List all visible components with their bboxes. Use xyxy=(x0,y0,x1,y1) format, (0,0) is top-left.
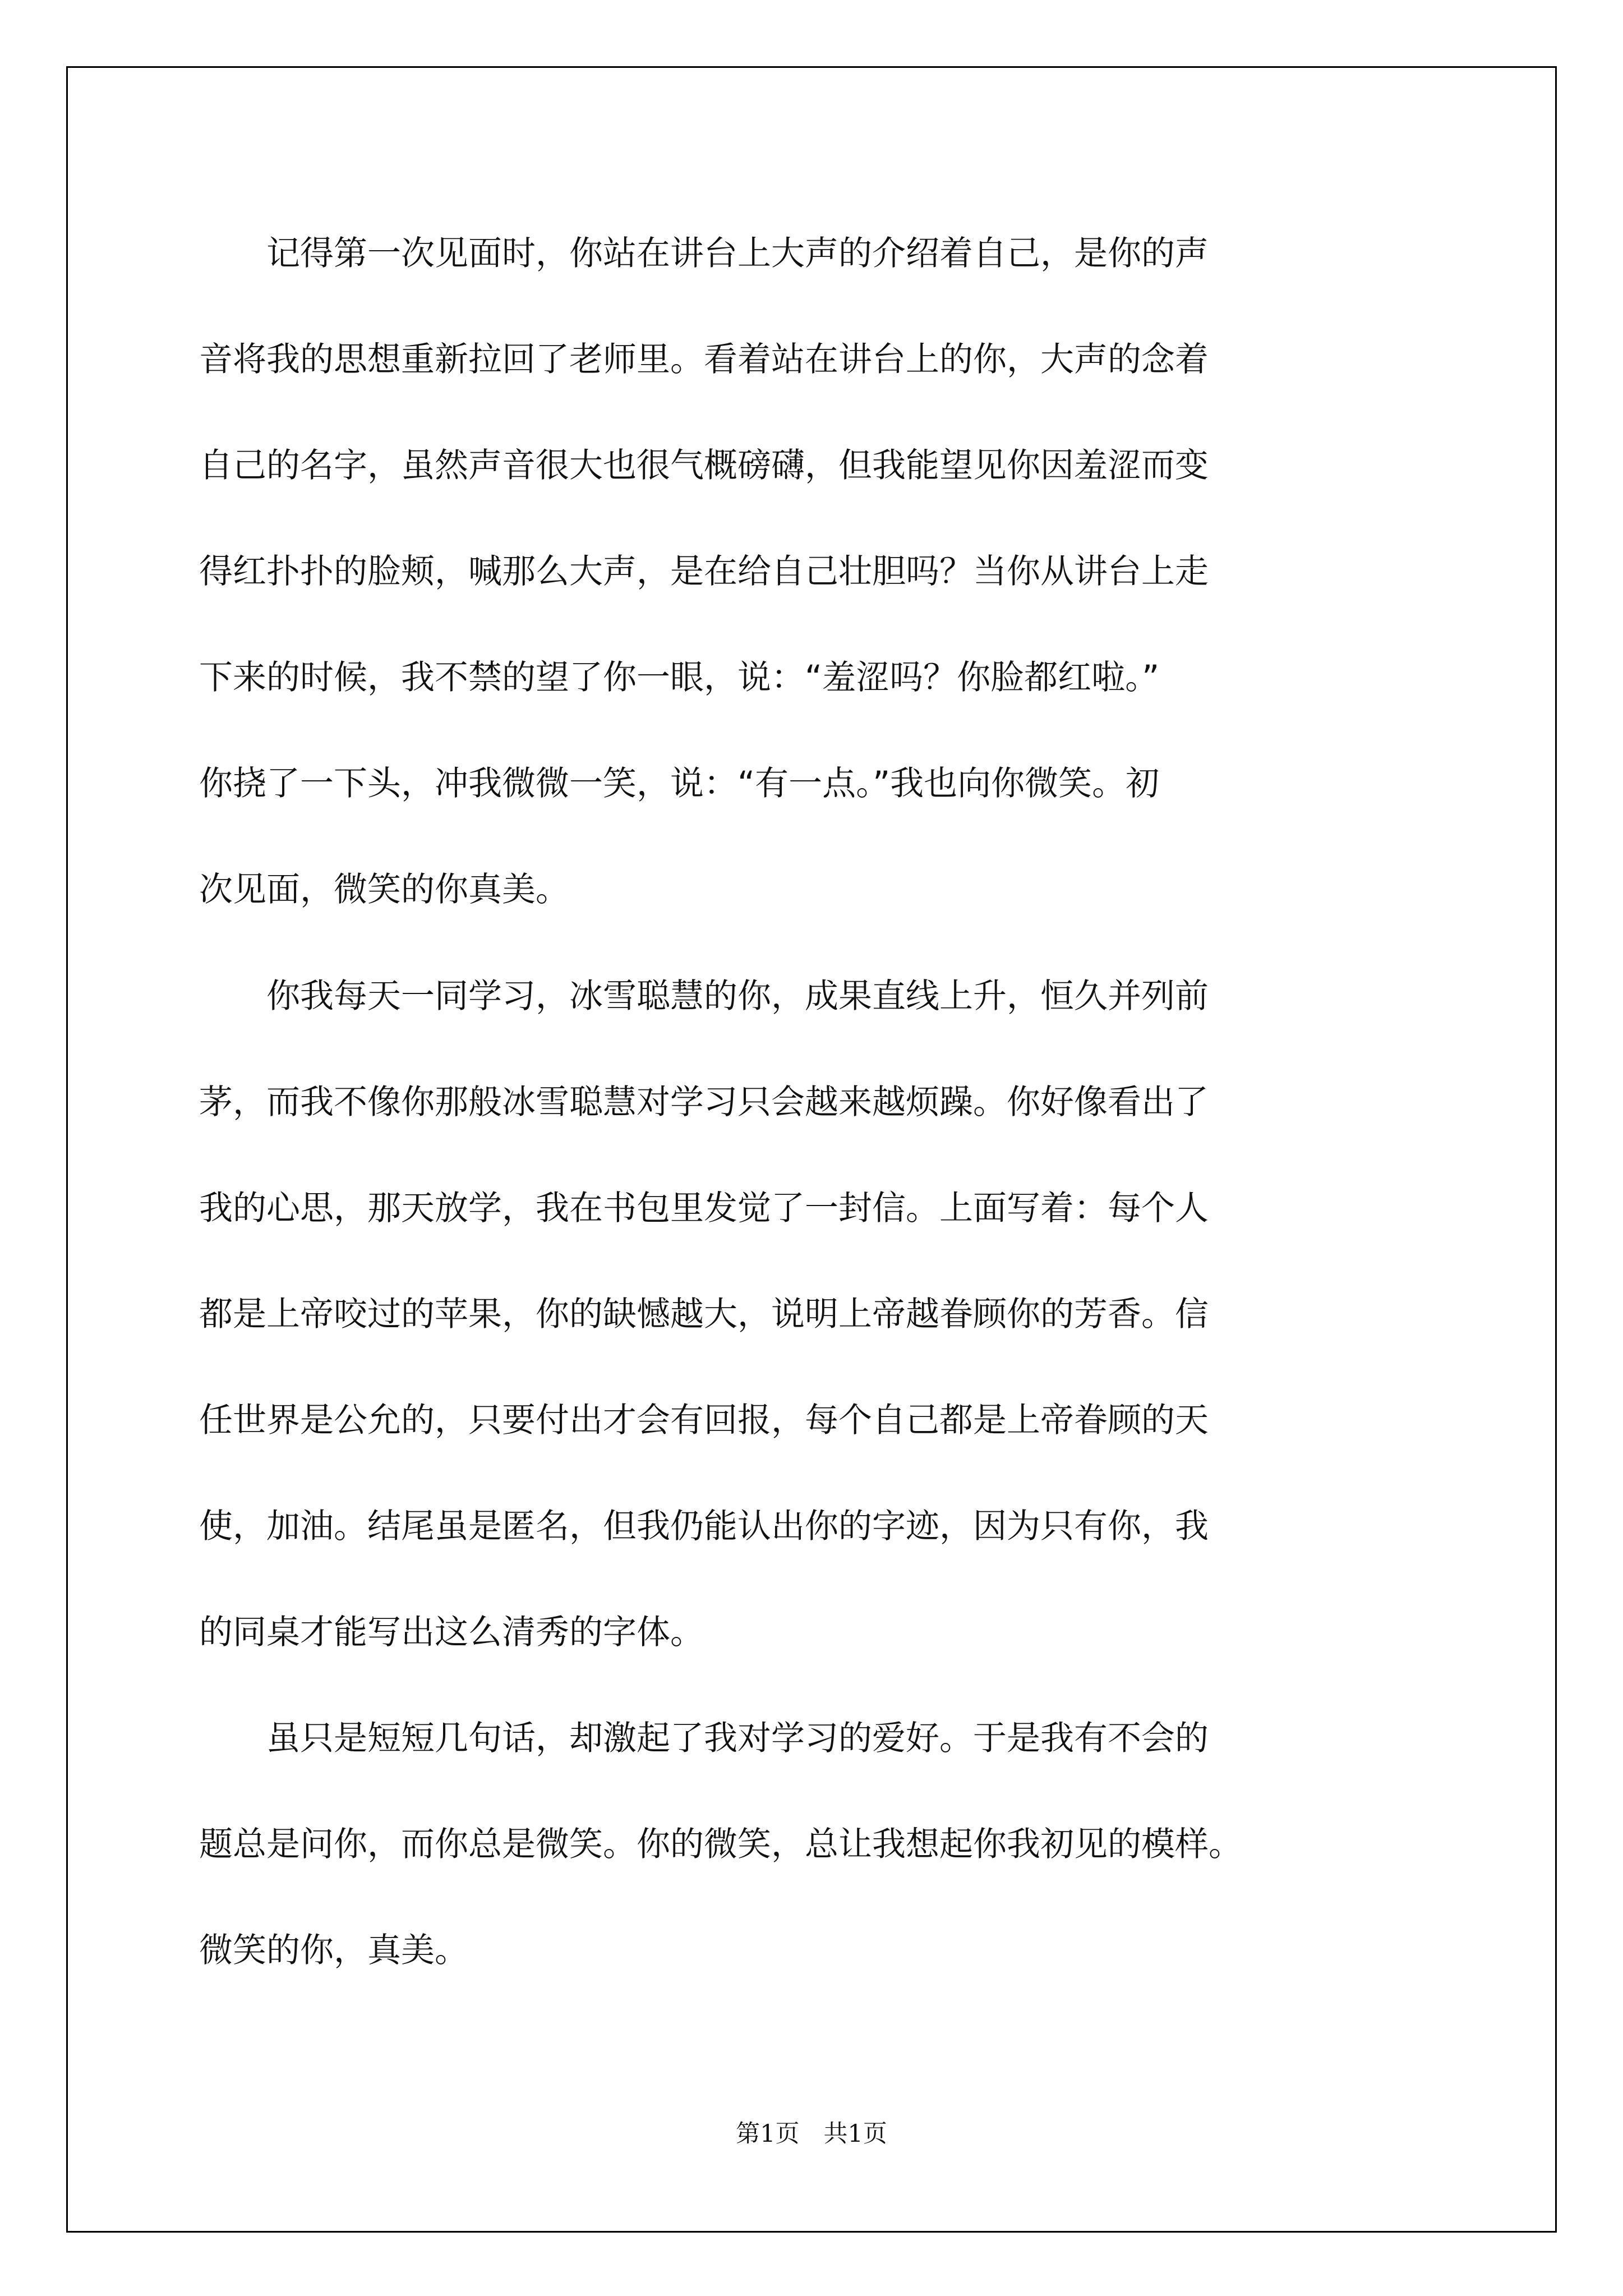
text-line: 音将我的思想重新拉回了老师里。看着站在讲台上的你，大声的念着 xyxy=(199,340,1209,379)
text-line: 都是上帝咬过的苹果，你的缺憾越大，说明上帝越眷顾你的芳香。信 xyxy=(199,1295,1209,1334)
text-line: 记得第一次见面时，你站在讲台上大声的介绍着自己，是你的声 xyxy=(199,234,1209,273)
text-line: 我的心思，那天放学，我在书包里发觉了一封信。上面写着：每个人 xyxy=(199,1189,1209,1228)
text-line: 虽只是短短几句话，却激起了我对学习的爱好。于是我有不会的 xyxy=(199,1719,1209,1758)
text-line: 微笑的你，真美。 xyxy=(199,1931,468,1970)
text-line: 你挠了一下头，冲我微微一笑，说：“有一点。”我也向你微笑。初 xyxy=(199,764,1160,803)
text-line: 任世界是公允的，只要付出才会有回报，每个自己都是上帝眷顾的天 xyxy=(199,1401,1209,1440)
text-line: 下来的时候，我不禁的望了你一眼，说：“羞涩吗？你脸都红啦。” xyxy=(199,658,1160,697)
text-line: 题总是问你，而你总是微笑。你的微笑，总让我想起你我初见的模样。 xyxy=(199,1825,1242,1864)
page-footer: 第1页 共1页 xyxy=(736,2120,887,2148)
text-line: 茅，而我不像你那般冰雪聪慧对学习只会越来越烦躁。你好像看出了 xyxy=(199,1083,1209,1122)
text-line: 得红扑扑的脸颊，喊那么大声，是在给自己壮胆吗？当你从讲台上走 xyxy=(199,552,1209,591)
text-line: 使，加油。结尾虽是匿名，但我仍能认出你的字迹，因为只有你，我 xyxy=(199,1507,1209,1546)
text-line: 次见面，微笑的你真美。 xyxy=(199,870,569,909)
text-line: 的同桌才能写出这么清秀的字体。 xyxy=(199,1613,704,1652)
text-line: 你我每天一同学习，冰雪聪慧的你，成果直线上升，恒久并列前 xyxy=(199,977,1209,1016)
text-line: 自己的名字，虽然声音很大也很气概磅礴，但我能望见你因羞涩而变 xyxy=(199,446,1209,485)
